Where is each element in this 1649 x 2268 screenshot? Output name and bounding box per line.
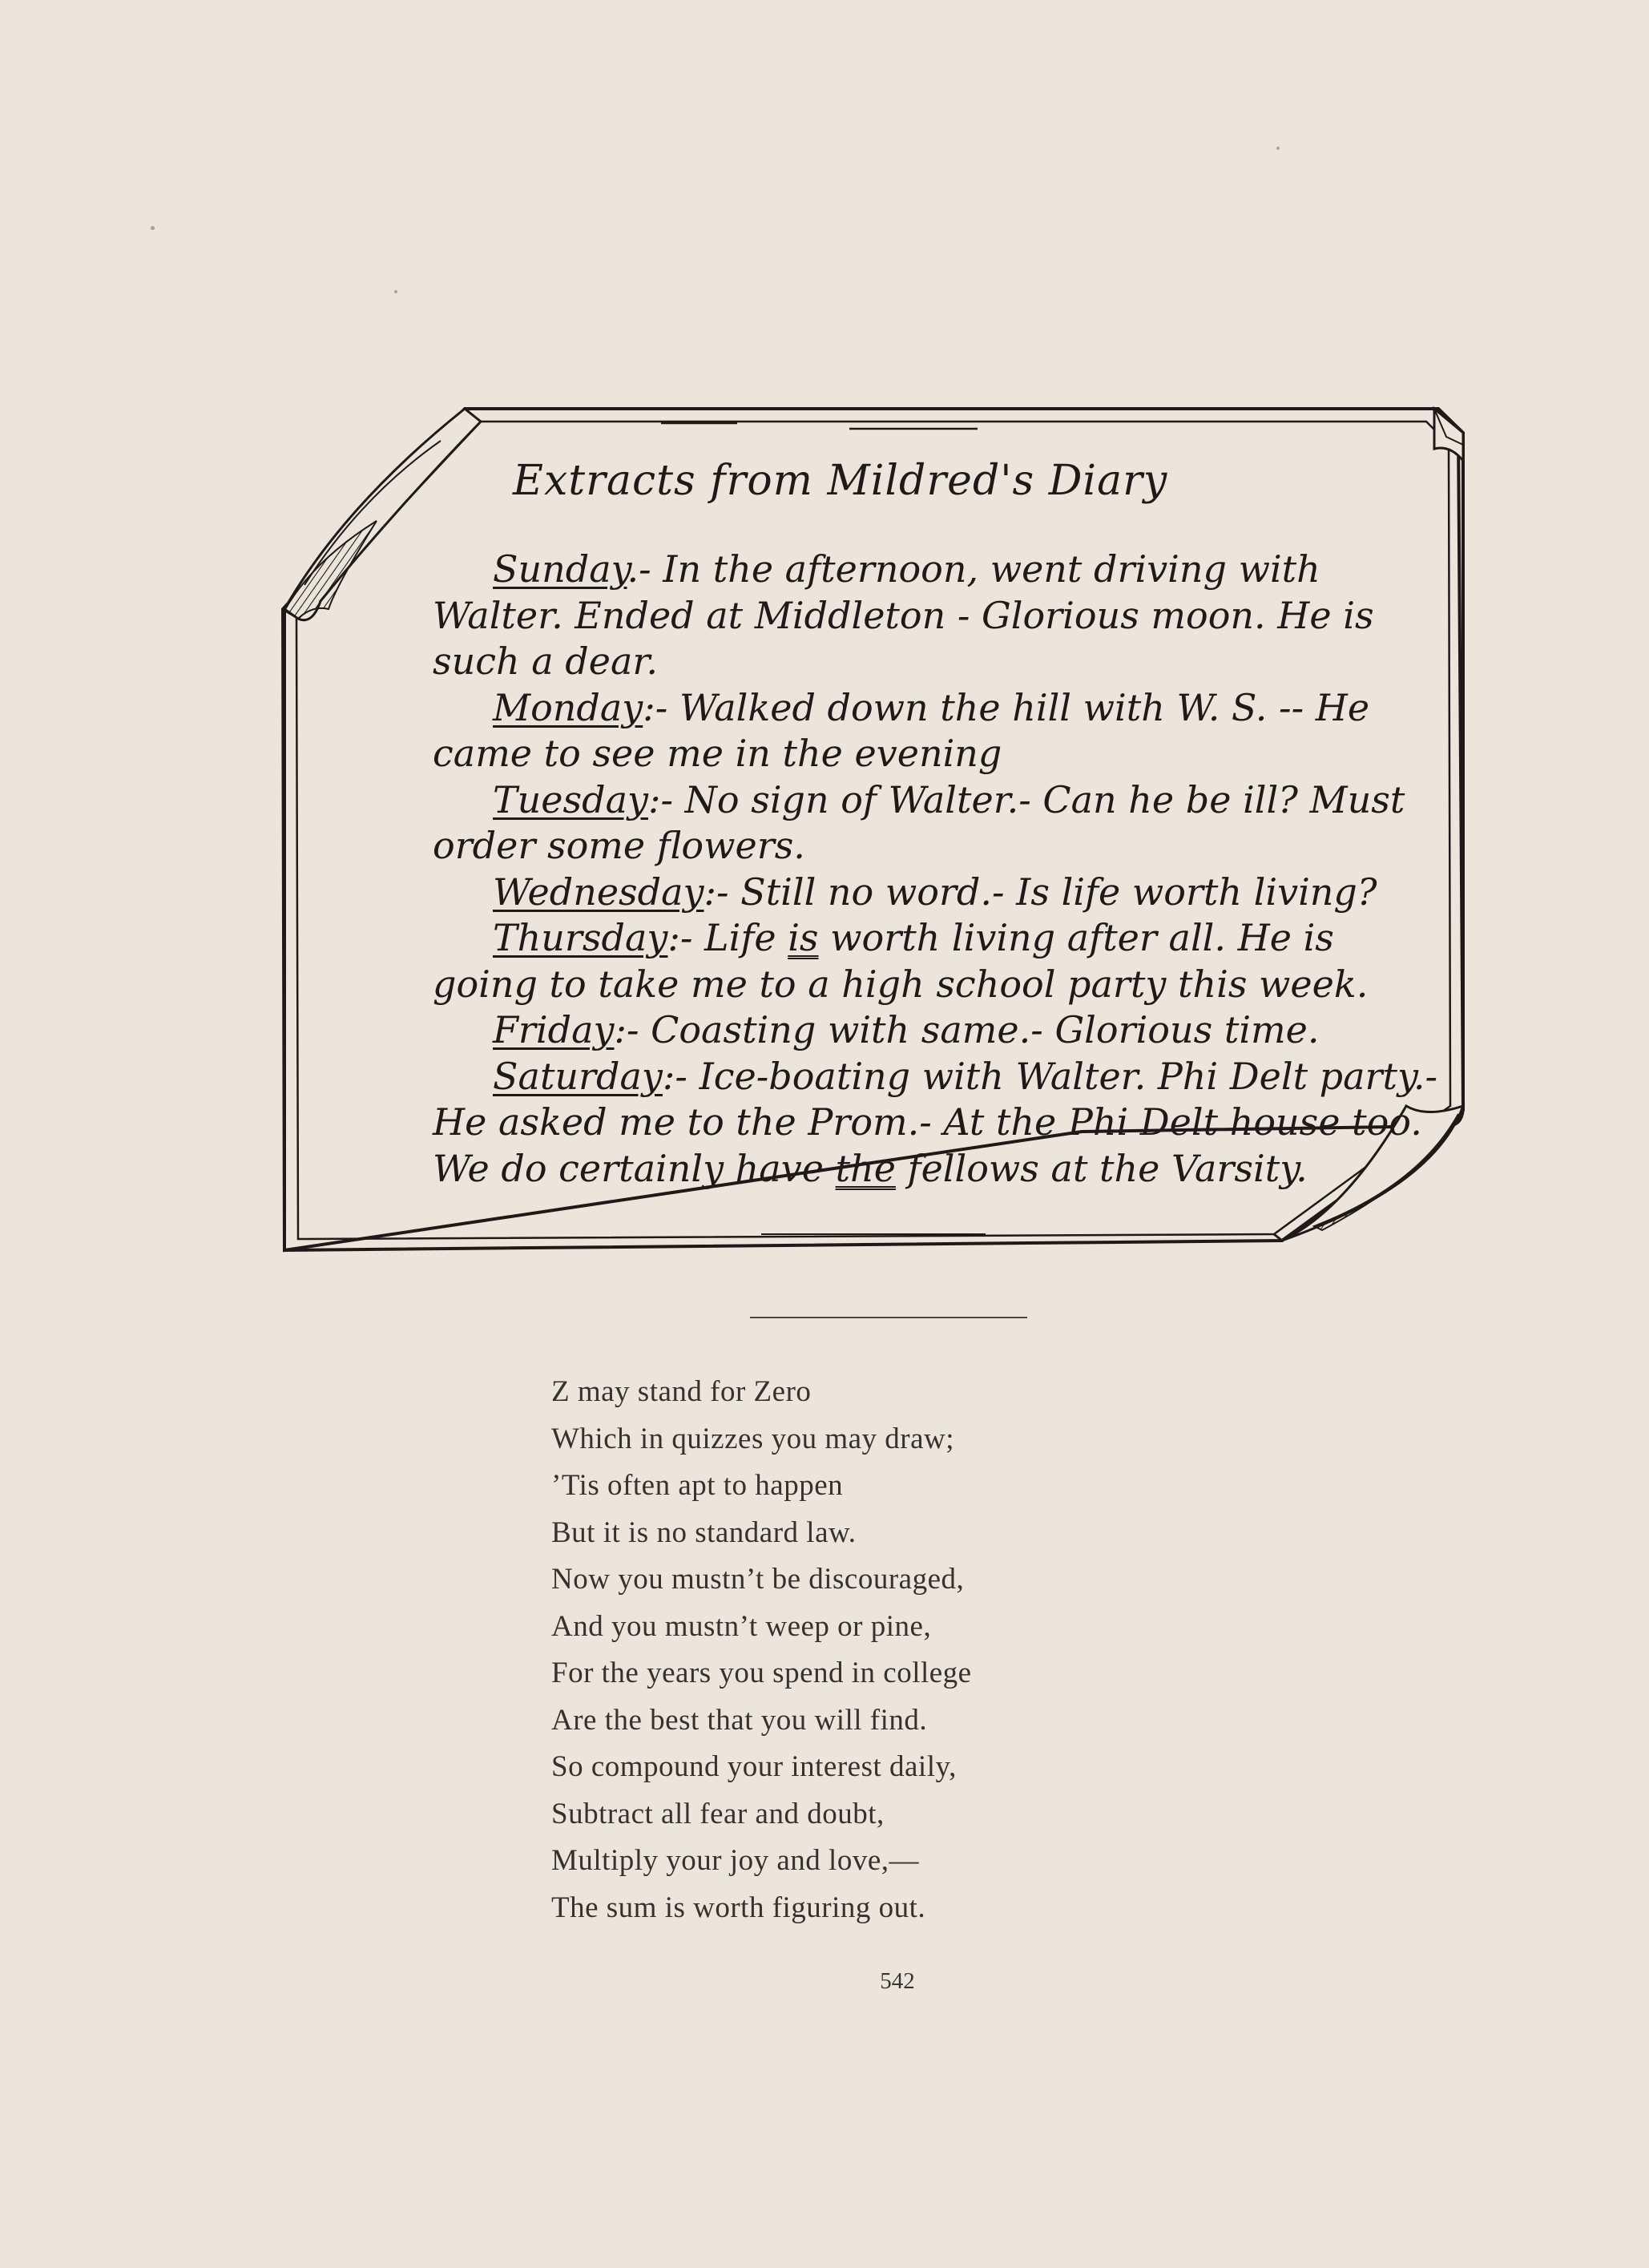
- diary-entry-friday: [433, 1007, 1450, 1054]
- poem-line: But it is no standard law.: [551, 1515, 857, 1549]
- emphasis-word: the: [835, 1146, 896, 1190]
- entry-text: :- Life: [667, 916, 788, 959]
- day-label: Monday: [493, 685, 643, 729]
- day-label: Thursday: [493, 916, 668, 959]
- entry-text: :- Coasting with same.- Glorious time.: [614, 1008, 1320, 1051]
- paper-speck: [394, 290, 397, 293]
- entry-text: :- Walked down the hill with W. S. -- He came to see me in the evening: [433, 685, 1370, 775]
- diary-entry-monday: [433, 685, 1450, 777]
- section-divider: [750, 1317, 1027, 1318]
- day-label: Wednesday: [493, 870, 704, 914]
- diary-entry-sunday: [433, 547, 1450, 685]
- poem-line: ’Tis often apt to happen: [551, 1469, 844, 1502]
- diary-title: Extracts from Mildred's Diary: [513, 457, 1168, 505]
- entry-text: :- Ice-boating with Walter. Phi Delt party.- He asked me to the Prom.- At the Phi Delt house too. We do certainly have: [433, 1054, 1438, 1190]
- day-label: Tuesday: [493, 777, 648, 821]
- entry-text: .- In the afternoon, went driving with Walter. Ended at Middleton - Glorious moon. He is such a dear.: [433, 547, 1374, 683]
- poem-line: Are the best that you will find.: [551, 1703, 928, 1737]
- poem: [551, 1369, 972, 1931]
- poem-line: Subtract all fear and doubt,: [551, 1797, 885, 1830]
- diary-entry-thursday: [433, 915, 1450, 1007]
- poem-line: The sum is worth figuring out.: [551, 1891, 926, 1924]
- page-number: 542: [880, 1968, 915, 1994]
- diary-entry-saturday: [433, 1054, 1450, 1193]
- poem-line: So compound your interest daily,: [551, 1750, 957, 1783]
- entry-text: fellows at the Varsity.: [895, 1146, 1308, 1190]
- diary-entries: [433, 547, 1450, 1192]
- diary-text: [433, 457, 1450, 1192]
- entry-text: :- Still no word.- Is life worth living?: [704, 870, 1377, 914]
- entry-text: :- No sign of Walter.- Can he be ill? Must order some flowers.: [433, 777, 1405, 867]
- day-label: Sunday: [493, 547, 627, 591]
- poem-line: And you mustn’t weep or pine,: [551, 1609, 932, 1643]
- poem-line: Multiply your joy and love,—: [551, 1844, 919, 1877]
- diary-entry-tuesday: [433, 777, 1450, 870]
- day-label: Friday: [493, 1008, 615, 1051]
- entry-text: worth living after all. He is going to take me to a high school party this week.: [433, 916, 1369, 1006]
- diary-entry-wednesday: [433, 870, 1450, 916]
- poem-line: Now you mustn’t be discouraged,: [551, 1563, 965, 1596]
- paper-speck: [1276, 147, 1280, 150]
- poem-line: Z may stand for Zero: [551, 1375, 812, 1408]
- poem-line: For the years you spend in college: [551, 1657, 972, 1689]
- paper-speck: [151, 226, 155, 230]
- day-label: Saturday: [493, 1054, 663, 1098]
- emphasis-word: is: [788, 916, 819, 959]
- poem-line: Which in quizzes you may draw;: [551, 1422, 955, 1455]
